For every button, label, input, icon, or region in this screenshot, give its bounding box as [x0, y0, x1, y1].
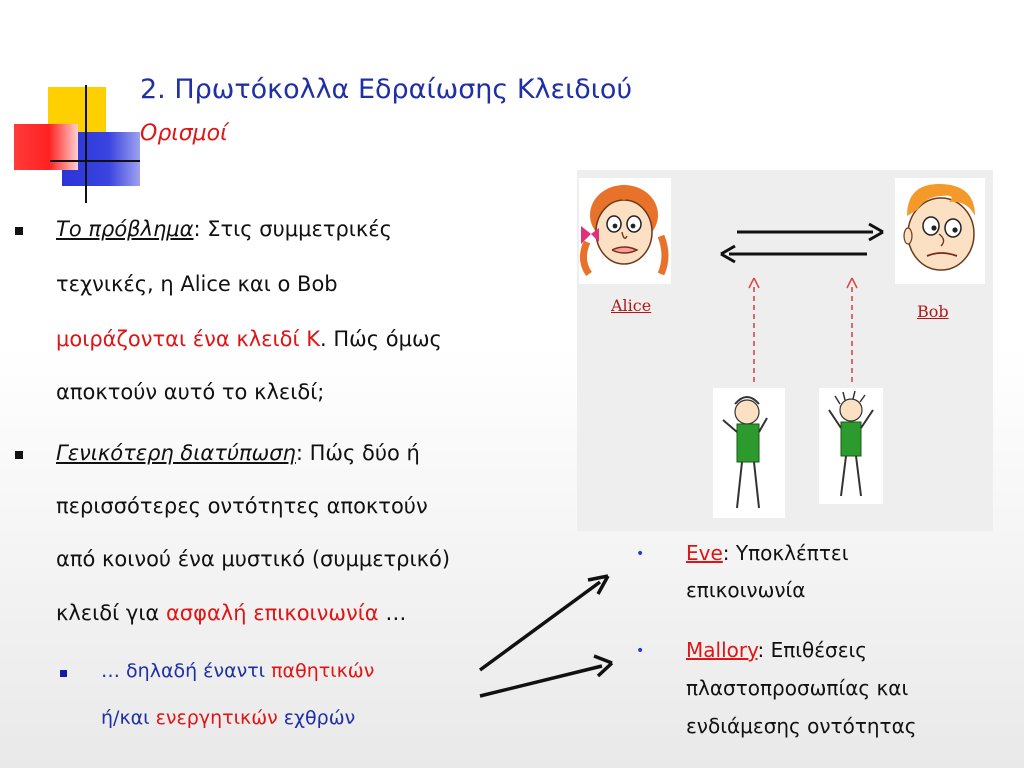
mallory-figure-icon: [819, 388, 883, 504]
logo-horizontal-line: [50, 160, 140, 162]
sub-bullet-pre: … δηλαδή έναντι: [101, 660, 272, 682]
bullet-1-highlight: μοιράζονται ένα κλειδί K: [56, 327, 321, 351]
mallory-dashed-arrow-icon: [847, 278, 857, 382]
mallory-text: : Επιθέσεις: [757, 638, 868, 662]
bullet-2-line-4-post: …: [378, 601, 407, 625]
eve-dashed-arrow-icon: [749, 278, 759, 382]
bullet-1-line-3-rest: . Πώς όμως: [320, 327, 442, 351]
eve-line-1: [686, 541, 848, 565]
arrow-to-eve-icon: [480, 576, 608, 670]
bullet-1-text: : Στις συμμετρικές: [193, 217, 392, 241]
mallory-term: Mallory: [686, 638, 758, 662]
bullet-1-line-4: αποκτούν αυτό το κλειδί;: [56, 380, 325, 404]
bullet-2-line-4: [56, 601, 406, 625]
logo-red-block: [14, 124, 78, 170]
bob-to-alice-arrow-icon: [721, 246, 867, 262]
slide-subtitle: Ορισμοί: [140, 121, 228, 146]
sub-bullet-line-2-pre: ή/και: [101, 707, 156, 729]
sub-bullet-line-2-post: εχθρών: [277, 707, 356, 729]
alice-to-bob-arrow-icon: [737, 224, 883, 240]
sub-bullet-square-icon: [60, 670, 67, 677]
eve-line-2: επικοινωνία: [686, 578, 806, 602]
pointer-arrows: [470, 560, 630, 710]
mallory-line-2: πλαστοπροσωπίας και: [686, 676, 909, 700]
bullet-2-line-2: περισσότερες οντότητες αποκτούν: [56, 494, 428, 518]
bullet-2-text: : Πώς δύο ή: [295, 441, 420, 465]
bullet-1-line-2: τεχνικές, η Alice και ο Bob: [56, 272, 338, 296]
eve-figure-icon: [713, 388, 785, 518]
bullet-1-line-3: [56, 327, 442, 351]
bullet-square-icon: [15, 451, 23, 459]
mallory-line-3: ενδιάμεσης οντότητας: [686, 714, 917, 738]
bullet-1-term: Το πρόβλημα: [56, 217, 194, 241]
bullet-2-line-3: από κοινού ένα μυστικό (συμμετρικό): [56, 547, 451, 571]
alice-label: Alice: [611, 296, 652, 315]
bullet-2-highlight: ασφαλή επικοινωνία: [165, 601, 379, 625]
sub-bullet-active: ενεργητικών: [155, 707, 278, 729]
bullet-1-line-1: [56, 217, 392, 241]
eve-term: Eve: [686, 541, 723, 565]
bob-label: Bob: [917, 302, 949, 321]
logo-vertical-line: [85, 85, 87, 203]
bullet-2-term: Γενικότερη διατύπωση: [56, 441, 296, 465]
bullet-2-line-1: [56, 441, 420, 465]
bullet-2-line-4-pre: κλειδί για: [56, 601, 166, 625]
bullet-square-icon: [15, 227, 23, 235]
slide-title: 2. Πρωτόκολλα Εδραίωσης Κλειδιού: [140, 74, 633, 105]
sub-bullet-passive: παθητικών: [271, 660, 375, 682]
right-bullet-dot-icon: •: [636, 546, 645, 562]
arrow-to-mallory-icon: [480, 656, 612, 696]
sub-bullet-line-1: [101, 660, 374, 682]
sub-bullet-line-2: [101, 707, 355, 729]
bob-cartoon-icon: [895, 178, 985, 284]
alice-cartoon-icon: [579, 178, 671, 284]
eve-text: : Υποκλέπτει: [722, 541, 849, 565]
mallory-line-1: [686, 638, 867, 662]
right-bullet-dot-icon: •: [636, 643, 645, 659]
alice-bob-figure: [577, 170, 993, 531]
